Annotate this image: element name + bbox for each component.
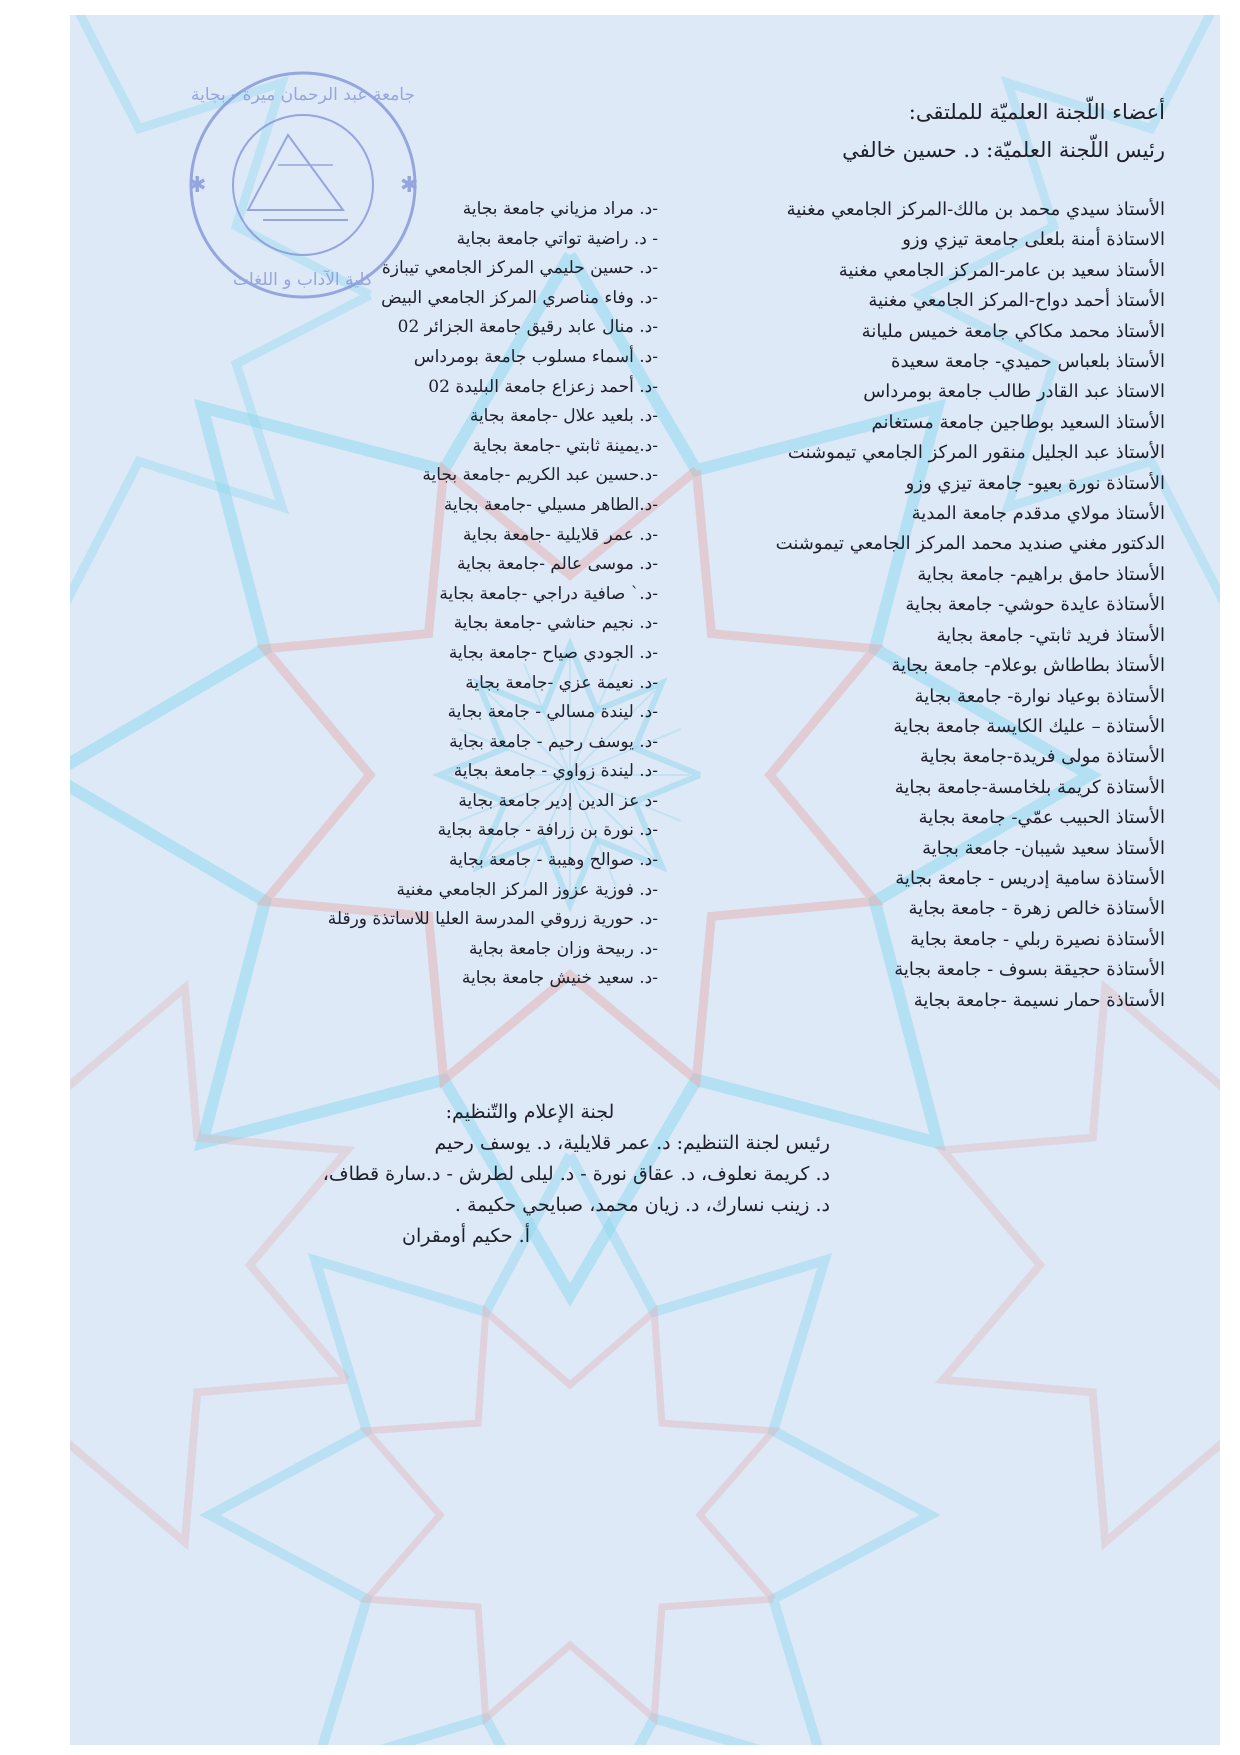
committee-member: الأستاذة كريمة بلخامسة-جامعة بجاية (894, 776, 1165, 798)
committee-member: -د. مراد مزياني جامعة بجاية (462, 199, 658, 219)
media-committee-line: أ. حكيم أومقران (402, 1225, 530, 1247)
committee-member: -د.` صافية دراجي -جامعة بجاية (439, 583, 658, 604)
svg-text:✱: ✱ (188, 173, 207, 198)
stamp-inner-text: كلية الآداب و اللغات (232, 270, 374, 290)
committee-member: -د.الطاهر مسيلي -جامعة بجاية (443, 494, 658, 515)
committee-member: -د. ليندة زواوي - جامعة بجاية (453, 761, 658, 782)
committee-member: -د. نورة بن زرافة - جامعة بجاية (437, 820, 658, 841)
committee-member: الأستاذة حمار نسيمة -جامعة بجاية (913, 989, 1165, 1011)
committee-member: -د. الجودي صياح -جامعة بجاية (448, 642, 658, 663)
committee-member: الأستاذة نصيرة ربلي - جامعة بجاية (910, 928, 1165, 950)
committee-member: الأستاذ فريد ثابتي- جامعة بجاية (936, 624, 1165, 646)
svg-text:✱: ✱ (400, 173, 419, 198)
committee-member: -د. موسى عالم -جامعة بجاية (456, 554, 658, 575)
committee-member: -د. يوسف رحيم - جامعة بجاية (449, 731, 658, 752)
committee-member: الدكتور مغني صنديد محمد المركز الجامعي تيموشنت (775, 533, 1165, 555)
committee-member: -د. حسين حليمي المركز الجامعي تيبازة (381, 258, 658, 279)
doctors-list (270, 195, 658, 994)
media-committee-line: رئيس لجنة التنظيم: د. عمر قلايلية، د. يوسف رحيم (434, 1132, 830, 1154)
header-title: أعضاء اللّجنة العلميّة للملتقى: (908, 100, 1165, 124)
stamp-outer-text: جامعة عبد الرحمان ميرة - بجاية (191, 85, 415, 105)
committee-member: - د. راضية تواتي جامعة بجاية (456, 228, 658, 249)
professors-list (730, 195, 1165, 1016)
committee-member: -د. منال عابد رقيق جامعة الجزائر 02 (397, 317, 658, 338)
committee-member: -د.حسين عبد الكريم -جامعة بجاية (422, 465, 658, 486)
media-committee-line: د. كريمة نعلوف، د. عقاق نورة - د. ليلى لطرش - د.سارة قطاف، (322, 1163, 830, 1185)
letterhead-sheet (70, 15, 1220, 1745)
committee-member: الأستاذ السعيد بوطاجين جامعة مستغانم (871, 411, 1165, 433)
committee-member: الأستاذة مولى فريدة-جامعة بجاية (919, 746, 1165, 768)
committee-member: الأستاذة حجيقة بسوف - جامعة بجاية (894, 959, 1165, 981)
committee-member: الاستاذ عبد القادر طالب جامعة بومرداس (863, 381, 1165, 403)
committee-member: الأستاذ عبد الجليل منقور المركز الجامعي تيموشنت (787, 442, 1165, 464)
committee-member: -د. أسماء مسلوب جامعة بومرداس (413, 346, 658, 367)
committee-member: -د. نعيمة عزي -جامعة بجاية (465, 672, 658, 693)
committee-member: الأستاذة نورة بعيو- جامعة تيزي وزو (905, 472, 1165, 494)
committee-member: -د. بلعيد علال -جامعة بجاية (469, 406, 658, 427)
committee-member: -د. صوالح وهيبة - جامعة بجاية (449, 850, 658, 871)
committee-member: -د. فوزية عزوز المركز الجامعي مغنية (396, 879, 658, 900)
committee-member: الأستاذ بطاطاش بوعلام- جامعة بجاية (891, 655, 1165, 677)
committee-member: -د. عمر قلايلية -جامعة بجاية (462, 524, 658, 545)
committee-member: الأستاذ بلعباس حميدي- جامعة سعيدة (891, 351, 1165, 373)
committee-member: -د. ليندة مسالي - جامعة بجاية (447, 702, 658, 723)
committee-member: الأستاذة عايدة حوشي- جامعة بجاية (905, 594, 1165, 616)
committee-member: الأستاذ سعيد شيبان- جامعة بجاية (922, 837, 1165, 859)
scientific-committee-header (770, 93, 1165, 169)
committee-member: الأستاذ مولاي مدقدم جامعة المدية (911, 503, 1165, 525)
committee-member: الأستاذ حامق براهيم- جامعة بجاية (917, 563, 1165, 585)
committee-member: الأستاذ سعيد بن عامر-المركز الجامعي مغنية (838, 259, 1165, 281)
committee-member: الأستاذة بوعياد نوارة- جامعة بجاية (914, 685, 1165, 707)
committee-member: -د. ربيحة وزان جامعة بجاية (469, 938, 658, 959)
committee-member: الأستاذة سامية إدريس - جامعة بجاية (895, 867, 1165, 889)
committee-member: الأستاذة خالص زهرة - جامعة بجاية (908, 898, 1165, 920)
committee-member: الاستاذة أمنة بلعلى جامعة تيزي وزو (902, 229, 1165, 251)
committee-member: -د.يمينة ثابتي -جامعة بجاية (472, 435, 658, 456)
media-committee-title: لجنة الإعلام والتّنظيم: (445, 1101, 615, 1123)
committee-member: الأستاذ سيدي محمد بن مالك-المركز الجامعي مغنية (786, 199, 1165, 220)
committee-member: -د. وفاء مناصري المركز الجامعي البيض (381, 287, 658, 308)
committee-member: الأستاذ الحبيب عمّي- جامعة بجاية (918, 807, 1165, 829)
committee-member: الأستاذ أحمد دواح-المركز الجامعي مغنية (868, 290, 1165, 312)
media-committee-line: د. زينب نسارك، د. زيان محمد، صبايحي حكيمة . (454, 1194, 830, 1216)
committee-member: الأستاذ محمد مكاكي جامعة خميس مليانة (861, 320, 1165, 342)
committee-member: -د عز الدين إدير جامعة بجاية (458, 790, 658, 811)
committee-member: -د. سعيد خنيش جامعة بجاية (461, 968, 658, 989)
committee-member: الأستاذة – عليك الكايسة جامعة بجاية (893, 715, 1165, 737)
committee-member: -د. حورية زروقي المدرسة العليا للاساتذة ورقلة (327, 909, 658, 930)
committee-member: -د. نجيم حناشي -جامعة بجاية (453, 613, 658, 634)
header-chair: رئيس اللّجنة العلميّة: د. حسين خالفي (842, 138, 1165, 162)
committee-member: -د. أحمد زعزاع جامعة البليدة 02 (428, 376, 658, 397)
media-committee (270, 1097, 830, 1252)
